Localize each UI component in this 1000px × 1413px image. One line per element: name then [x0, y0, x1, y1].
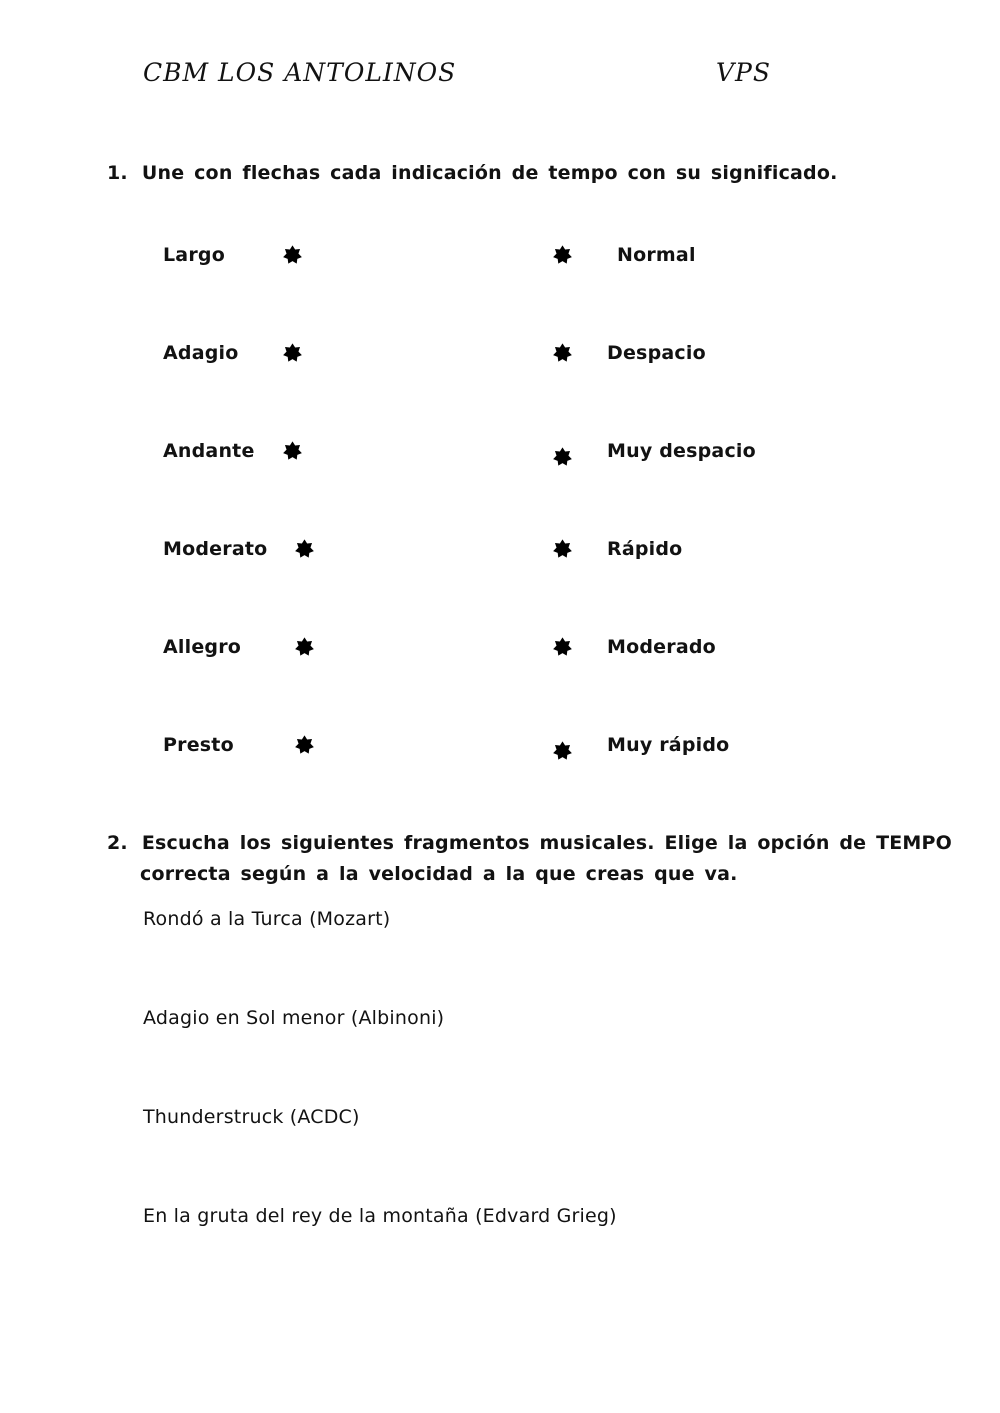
match-dot-icon[interactable]	[294, 732, 315, 758]
match-dot-icon[interactable]	[552, 738, 573, 764]
track-item: Rondó a la Turca (Mozart)	[143, 908, 391, 930]
exercise2-instruction-line1: 2. Escucha los siguientes fragmentos musicales. Elige la opción de TEMPO	[107, 828, 952, 859]
tempo-term-label: Allegro	[163, 636, 242, 658]
tempo-term-label: Largo	[163, 244, 225, 266]
tempo-meaning-label: Moderado	[607, 636, 716, 658]
match-dot-icon[interactable]	[282, 340, 303, 366]
tempo-term-label: Moderato	[163, 538, 268, 560]
match-row	[163, 500, 883, 598]
tempo-meaning-label: Rápido	[607, 538, 683, 560]
match-row	[163, 402, 883, 500]
tempo-matching-exercise	[163, 206, 883, 794]
match-dot-icon[interactable]	[552, 340, 573, 366]
track-item: Adagio en Sol menor (Albinoni)	[143, 1007, 445, 1029]
match-row	[163, 598, 883, 696]
match-dot-icon[interactable]	[552, 444, 573, 470]
tempo-term-label: Andante	[163, 440, 255, 462]
track-item: Thunderstruck (ACDC)	[143, 1106, 360, 1128]
tempo-meaning-label: Despacio	[607, 342, 706, 364]
header-school-name: CBM LOS ANTOLINOS	[143, 58, 457, 87]
match-dot-icon[interactable]	[294, 634, 315, 660]
tempo-meaning-label: Muy rápido	[607, 734, 730, 756]
match-dot-icon[interactable]	[294, 536, 315, 562]
match-row	[163, 206, 883, 304]
match-row	[163, 304, 883, 402]
match-dot-icon[interactable]	[282, 242, 303, 268]
match-dot-icon[interactable]	[282, 438, 303, 464]
track-item: En la gruta del rey de la montaña (Edvard Grieg)	[143, 1205, 617, 1227]
match-dot-icon[interactable]	[552, 536, 573, 562]
tempo-meaning-label: Normal	[617, 244, 696, 266]
header-initials: VPS	[716, 58, 772, 87]
exercise2-heading	[107, 828, 952, 890]
exercise2-number: 2.	[107, 832, 128, 854]
tempo-term-label: Presto	[163, 734, 234, 756]
exercise2-instruction-line2: correcta según a la velocidad a la que creas que va.	[140, 863, 738, 885]
exercise1-instruction: Une con flechas cada indicación de tempo con su significado.	[141, 162, 838, 184]
exercise1-number: 1.	[107, 162, 128, 184]
match-dot-icon[interactable]	[552, 242, 573, 268]
tempo-meaning-label: Muy despacio	[607, 440, 756, 462]
match-dot-icon[interactable]	[552, 634, 573, 660]
match-row	[163, 696, 883, 794]
tempo-term-label: Adagio	[163, 342, 239, 364]
listening-track-list	[143, 908, 617, 1304]
exercise1-heading	[107, 158, 838, 189]
